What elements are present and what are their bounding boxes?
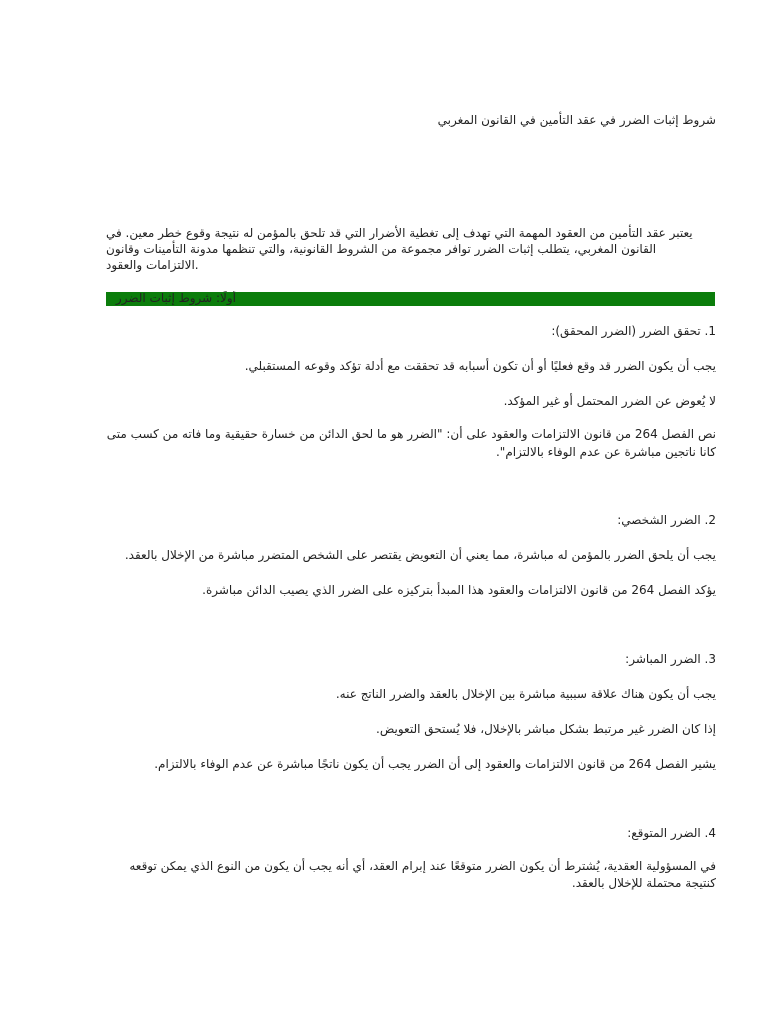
section-heading: أولًا: شروط إثبات الضرر	[115, 291, 236, 305]
document-title: شروط إثبات الضرر في عقد التأمين في القانون المغربي	[437, 113, 716, 127]
item2-heading: 2. الضرر الشخصي:	[617, 513, 716, 527]
intro-paragraph	[106, 225, 716, 273]
intro-line-2: القانون المغربي، يتطلب إثبات الضرر توافر مجموعة من الشروط القانونية، والتي تنظمها مدونة التأمينات وقانون	[106, 242, 657, 256]
item2-paragraph-1: يجب أن يلحق الضرر بالمؤمن له مباشرة، مما يعني أن التعويض يقتصر على الشخص المتضرر مباشرة من الإخلال بالعقد.	[124, 548, 716, 562]
item3-heading: 3. الضرر المباشر:	[625, 652, 716, 666]
intro-line-3: الالتزامات والعقود.	[106, 258, 199, 272]
item2-paragraph-2: يؤكد الفصل 264 من قانون الالتزامات والعقود هذا المبدأ بتركيزه على الضرر الذي يصيب الدائن مباشرة.	[202, 583, 716, 597]
item1-heading: 1. تحقق الضرر (الضرر المحقق):	[551, 324, 716, 338]
item3-paragraph-2: إذا كان الضرر غير مرتبط بشكل مباشر بالإخلال، فلا يُستحق التعويض.	[376, 722, 716, 736]
item3-paragraph-1: يجب أن يكون هناك علاقة سببية مباشرة بين الإخلال بالعقد والضرر الناتج عنه.	[335, 687, 716, 701]
item4-paragraph-1-line-2: كنتيجة محتملة للإخلال بالعقد.	[571, 876, 716, 890]
item1-paragraph-1: يجب أن يكون الضرر قد وقع فعليًا أو أن تكون أسبابه قد تحققت مع أدلة تؤكد وقوعه المستقبلي.	[244, 359, 716, 373]
item1-paragraph-3-line-1: نص الفصل 264 من قانون الالتزامات والعقود على أن: "الضرر هو ما لحق الدائن من خسارة حقيقية وما فاته من كسب متى	[106, 427, 716, 441]
item4-heading: 4. الضرر المتوقع:	[627, 826, 716, 840]
item4-paragraph-1-line-1: في المسؤولية العقدية، يُشترط أن يكون الضرر متوقعًا عند إبرام العقد، أي أنه يجب أن يكون من النوع الذي يمكن توقعه	[129, 859, 716, 873]
item3-paragraph-3: يشير الفصل 264 من قانون الالتزامات والعقود إلى أن الضرر يجب أن يكون ناتجًا مباشرة عن عدم الوفاء بالالتزام.	[154, 757, 716, 771]
item1-paragraph-2: لا يُعوض عن الضرر المحتمل أو غير المؤكد.	[503, 394, 716, 408]
item1-paragraph-3-line-2: كانا ناتجين مباشرة عن عدم الوفاء بالالتزام".	[495, 445, 716, 459]
intro-line-1: يعتبر عقد التأمين من العقود المهمة التي تهدف إلى تغطية الأضرار التي قد تلحق بالمؤمن له نتيجة وقوع خطر معين. في	[106, 226, 693, 240]
